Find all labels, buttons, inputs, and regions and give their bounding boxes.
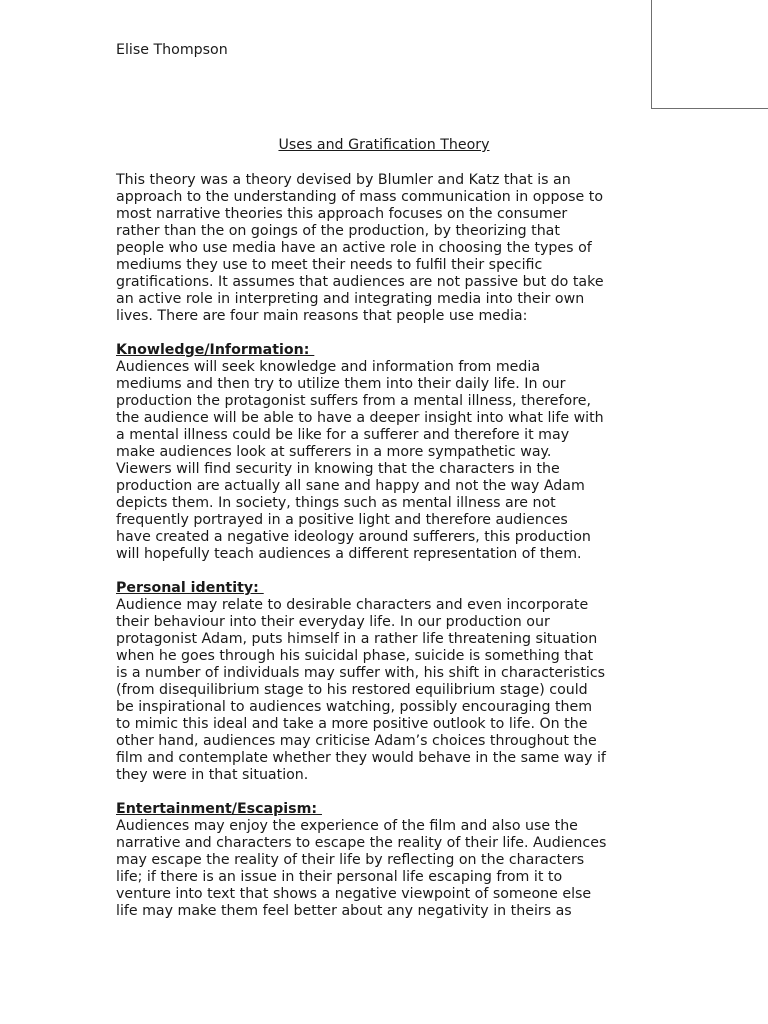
section-heading: Personal identity: (116, 580, 264, 596)
section-heading: Entertainment/Escapism: (116, 801, 322, 817)
section-paragraph: Audience may relate to desirable characters and even incorporate their behaviour into their everyday life. In our production our protagonist Adam, puts himself in a rather life threatening situation when he goes through his suicidal phase, suicide is something that is a number of individuals may suffer with, his shift in characteristics (from disequilibrium stage to his restored equilibrium stage) could be inspirational to audiences watching, possibly encouraging them to mimic this ideal and take a more positive outlook to life. On the other hand, audiences may criticise Adam’s choices throughout the film and contemplate whether they would behave in the same way if they were in that situation. (116, 597, 606, 783)
intro-paragraph: This theory was a theory devised by Blumler and Katz that is an approach to the understanding of mass communication in oppose to most narrative theories this approach focuses on the consumer rather than the on goings of the production, by theorizing that people who use media have an active role in choosing the types of mediums they use to meet their needs to fulfil their specific gratifications. It assumes that audiences are not passive but do take an active role in interpreting and integrating media into their own lives. There are four main reasons that people use media: (116, 172, 604, 324)
author-name: Elise Thompson (116, 42, 228, 58)
document-title: Uses and Gratification Theory (278, 137, 490, 153)
document-body (116, 172, 656, 937)
section-personal-identity (116, 580, 656, 784)
section-entertainment (116, 801, 656, 920)
section-paragraph: Audiences will seek knowledge and information from media mediums and then try to utilize them into their daily life. In our production the protagonist suffers from a mental illness, therefore, the audience will be able to have a deeper insight into what life with a mental illness could be like for a sufferer and therefore it may make audiences look at sufferers in a more sympathetic way. Viewers will find security in knowing that the characters in the production are actually all sane and happy and not the way Adam depicts them. In society, things such as mental illness are not frequently portrayed in a positive light and therefore audiences have created a negative ideology around sufferers, this production will hopefully teach audiences a different representation of them. (116, 359, 604, 562)
header-box (651, 0, 768, 109)
section-heading: Knowledge/Information: (116, 342, 315, 358)
section-knowledge (116, 342, 656, 563)
section-paragraph: Audiences may enjoy the experience of the film and also use the narrative and characters to escape the reality of their life. Audiences may escape the reality of their life by reflecting on the characters life; if there is an issue in their personal life escaping from it to venture into text that shows a negative viewpoint of someone else life may make them feel better about any negativity in theirs as (116, 818, 607, 919)
